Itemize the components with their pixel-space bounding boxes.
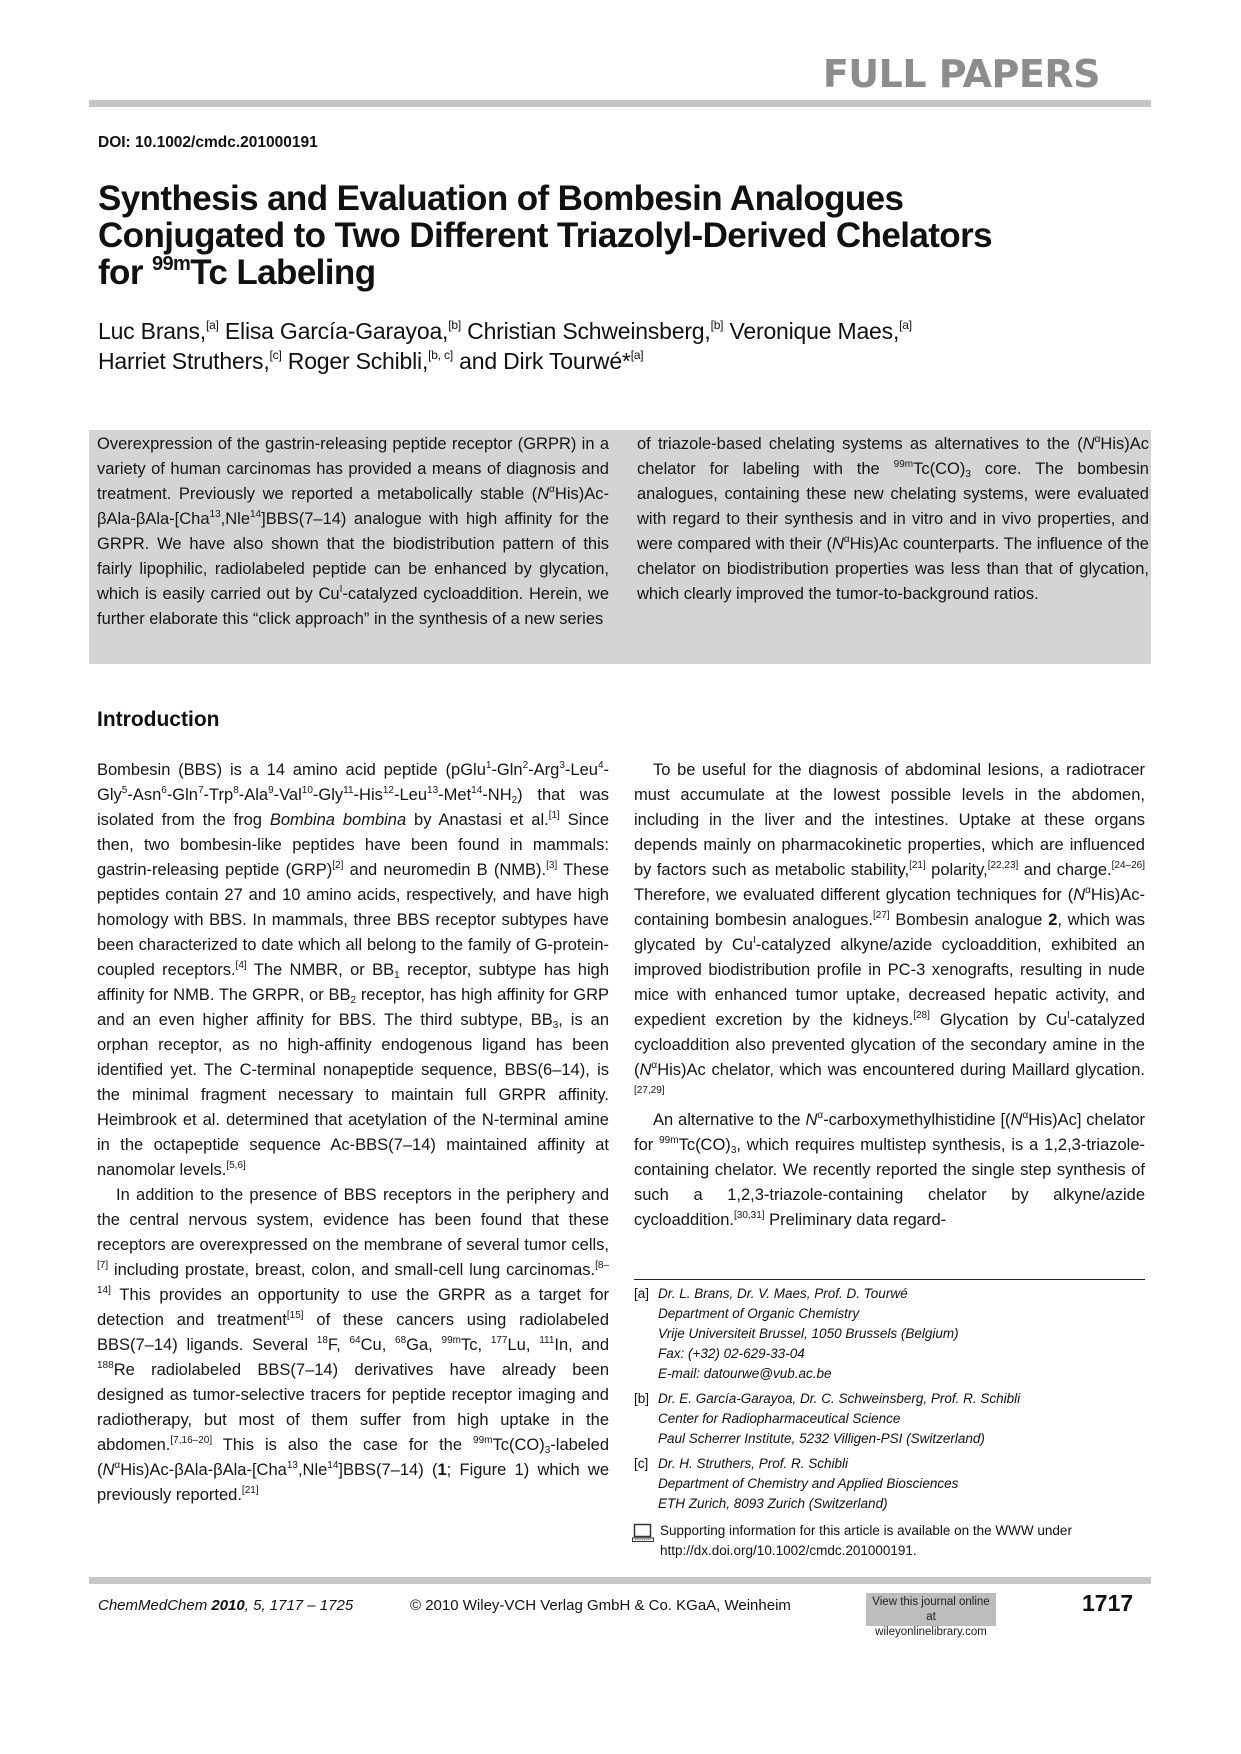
- journal-citation: ChemMedChem 2010, 5, 1717 – 1725: [98, 1597, 354, 1614]
- doi: DOI: 10.1002/cmdc.201000191: [98, 134, 318, 151]
- section-heading-introduction: Introduction: [97, 708, 220, 731]
- affiliation-key: [a]: [634, 1286, 650, 1301]
- badge-line-2: wileyonlinelibrary.com: [875, 1626, 987, 1638]
- header-rule: [89, 100, 1151, 107]
- affiliation-line: Paul Scherrer Institute, 5232 Villigen-PSI (Switzerland): [658, 1431, 985, 1446]
- article-title: Synthesis and Evaluation of Bombesin Analogues Conjugated to Two Different Triazolyl-Derived Chelators for $^{99m}$Tc Labeling: [98, 179, 992, 292]
- computer-icon: [632, 1523, 654, 1543]
- supporting-information: [632, 1521, 1152, 1561]
- running-head: FULL PAPERS: [822, 52, 1100, 96]
- affiliation-email[interactable]: E-mail: datourwe@vub.ac.be: [658, 1366, 832, 1381]
- affiliation-b: [634, 1389, 1154, 1449]
- affiliations: [634, 1284, 1154, 1519]
- abstract-right-column: of triazole-based chelating systems as alternatives to the $(N^\alpha His)Ac$ chelator for labeling with the $^{99m}Tc(CO)_3$ core. The bombesin analogues, containing these new chelating systems, were evaluated with regard to their synthesis and in vitro and in vivo properties, and were compared with their $(N^\alpha His)Ac$ counterparts. The influence of the chelator on biodistribution properties was less than that of glycation, which clearly improved the tumor-to-background ratios.: [637, 434, 1149, 603]
- affiliation-line: Center for Radiopharmaceutical Science: [658, 1411, 901, 1426]
- affiliation-key: [b]: [634, 1391, 650, 1406]
- abstract-left-column: Overexpression of the gastrin-releasing peptide receptor (GRPR) in a variety of human carcinomas has provided a means of diagnosis and treatment. Previously we reported a metabolically stable $(N^\alpha His)Ac-\beta Ala-\beta Ala-[Cha^{13},Nle^{14}]BBS(7-14)$ analogue with high affinity for the GRPR. We have also shown that the biodistribution pattern of this fairly lipophilic, radiolabeled peptide can be enhanced by glycation, which is easily carried out by $Cu^I$-catalyzed cycloaddition. Herein, we further elaborate this “click approach” in the synthesis of a new series: [97, 435, 609, 628]
- affiliation-line: ETH Zurich, 8093 Zurich (Switzerland): [658, 1496, 888, 1511]
- affiliation-line: Dr. E. García-Garayoa, Dr. C. Schweinsberg, Prof. R. Schibli: [658, 1391, 1021, 1406]
- affiliation-line: Dr. L. Brans, Dr. V. Maes, Prof. D. Tourwé: [658, 1286, 908, 1301]
- affiliation-line: Dr. H. Struthers, Prof. R. Schibli: [658, 1456, 849, 1471]
- supporting-info-link[interactable]: http://dx.doi.org/10.1002/cmdc.201000191.: [660, 1543, 917, 1558]
- copyright: © 2010 Wiley-VCH Verlag GmbH & Co. KGaA, Weinheim: [410, 1597, 791, 1614]
- badge-line-1: View this journal online at: [872, 1596, 990, 1623]
- affiliation-a: [634, 1284, 1154, 1384]
- affiliation-line: Department of Organic Chemistry: [658, 1306, 860, 1321]
- supporting-info-text: Supporting information for this article is available on the WWW under: [660, 1523, 1072, 1538]
- body-paragraph: Bombesin (BBS) is a 14 amino acid peptide $(pGlu^1-Gln^2-Arg^3-Leu^4-Gly^5-Asn^6-Gln^7-Trp^8-Ala^9-Val^{10}-Gly^{11}-His^{12}-Leu^{13}-Met^{14}-NH_2)$ that was isolated from the frog Bombina bombina by Anastasi et al.[1] Since then, two bombesin-like peptides have been found in mammals: gastrin-releasing peptide (GRP)[2] and neuromedin B (NMB).[3] These peptides contain 27 and 10 amino acids, respectively, and have high homology with BBS. In mammals, three BBS receptor subtypes have been characterized to date which all belong to the family of G-protein-coupled receptors.[4] The NMBR, or $BB_1$ receptor, subtype has high affinity for NMB. The GRPR, or $BB_2$ receptor, has high affinity for GRP and an even higher affinity for BBS. The third subtype, $BB_3$, is an orphan receptor, as no high-affinity endogenous ligand has been identified yet. The C-terminal nonapeptide sequence, BBS(6–14), is the minimal fragment necessary to maintain full GRPR affinity. Heimbrook et al. determined that acetylation of the N-terminal amine in the octapeptide sequence Ac-BBS(7–14) maintained affinity at nanomolar levels.[5,6]: [97, 760, 610, 1179]
- body-paragraph: An alternative to the $N^\alpha$-carboxymethylhistidine $[(N^\alpha His)Ac]$ chelator for $^{99m}Tc(CO)_3$, which requires multistep synthesis, is a 1,2,3-triazole-containing chelator. We recently reported the single step synthesis of such a 1,2,3-triazole-containing chelator by alkyne/azide cycloaddition.[30,31] Preliminary data regard-: [634, 1110, 1146, 1229]
- journal-online-badge[interactable]: [866, 1593, 996, 1638]
- affiliation-line: Vrije Universiteit Brussel, 1050 Brussels (Belgium): [658, 1326, 959, 1341]
- affiliation-line: Department of Chemistry and Applied Biosciences: [658, 1476, 959, 1491]
- affiliation-key: [c]: [634, 1456, 649, 1471]
- author-list: Luc Brans,[a] Elisa García-Garayoa,[b] Christian Schweinsberg,[b] Veronique Maes,[a] Harriet Struthers,[c] Roger Schibli,[b, c] and Dirk Tourwé*[a]: [98, 318, 912, 374]
- footnote-rule: [634, 1279, 1145, 1280]
- body-left-column: [97, 758, 609, 1508]
- body-right-column: [634, 758, 1145, 1233]
- body-paragraph: In addition to the presence of BBS receptors in the periphery and the central nervous system, evidence has been found that these receptors are overexpressed on the membrane of several tumor cells,[7] including prostate, breast, colon, and small-cell lung carcinomas.[8–14] This provides an opportunity to use the GRPR as a target for detection and treatment[15] of these cancers using radiolabeled BBS(7–14) ligands. Several $^{18}$F, $^{64}$Cu, $^{68}$Ga, $^{99m}$Tc, $^{177}$Lu, $^{111}$In, and $^{188}$Re radiolabeled BBS(7–14) derivatives have already been designed as tumor-selective tracers for peptide receptor imaging and radiotherapy, but most of them suffer from high uptake in the abdomen.[7,16–20] This is also the case for the $^{99m}Tc(CO)_3$-labeled $(N^\alpha His)Ac-\beta Ala-\beta Ala-[Cha^{13},Nle^{14}]BBS(7-14)$ (1; Figure 1) which we previously reported.[21]: [97, 1186, 610, 1504]
- body-paragraph: To be useful for the diagnosis of abdominal lesions, a radiotracer must accumulate at the lowest possible levels in the abdomen, including in the liver and the intestines. Uptake at these organs depends mainly on pharmacokinetic properties, which are influenced by factors such as metabolic stability,[21] polarity,[22,23] and charge.[24–26] Therefore, we evaluated different glycation techniques for $(N^\alpha His)Ac$-containing bombesin analogues.[27] Bombesin analogue 2, which was glycated by $Cu^I$-catalyzed alkyne/azide cycloaddition, exhibited an improved biodistribution profile in PC-3 xenografts, resulting in nude mice with enhanced tumor uptake, decreased hepatic activity, and expedient excretion by the kidneys.[28] Glycation by $Cu^I$-catalyzed cycloaddition also prevented glycation of the secondary amine in the $(N^\alpha His)Ac$ chelator, which was encountered during Maillard glycation.[27,29]: [634, 761, 1146, 1096]
- page-number: 1717: [1082, 1590, 1134, 1616]
- affiliation-c: [634, 1454, 1154, 1514]
- affiliation-line: Fax: (+32) 02-629-33-04: [658, 1346, 805, 1361]
- footer-rule: [89, 1577, 1151, 1584]
